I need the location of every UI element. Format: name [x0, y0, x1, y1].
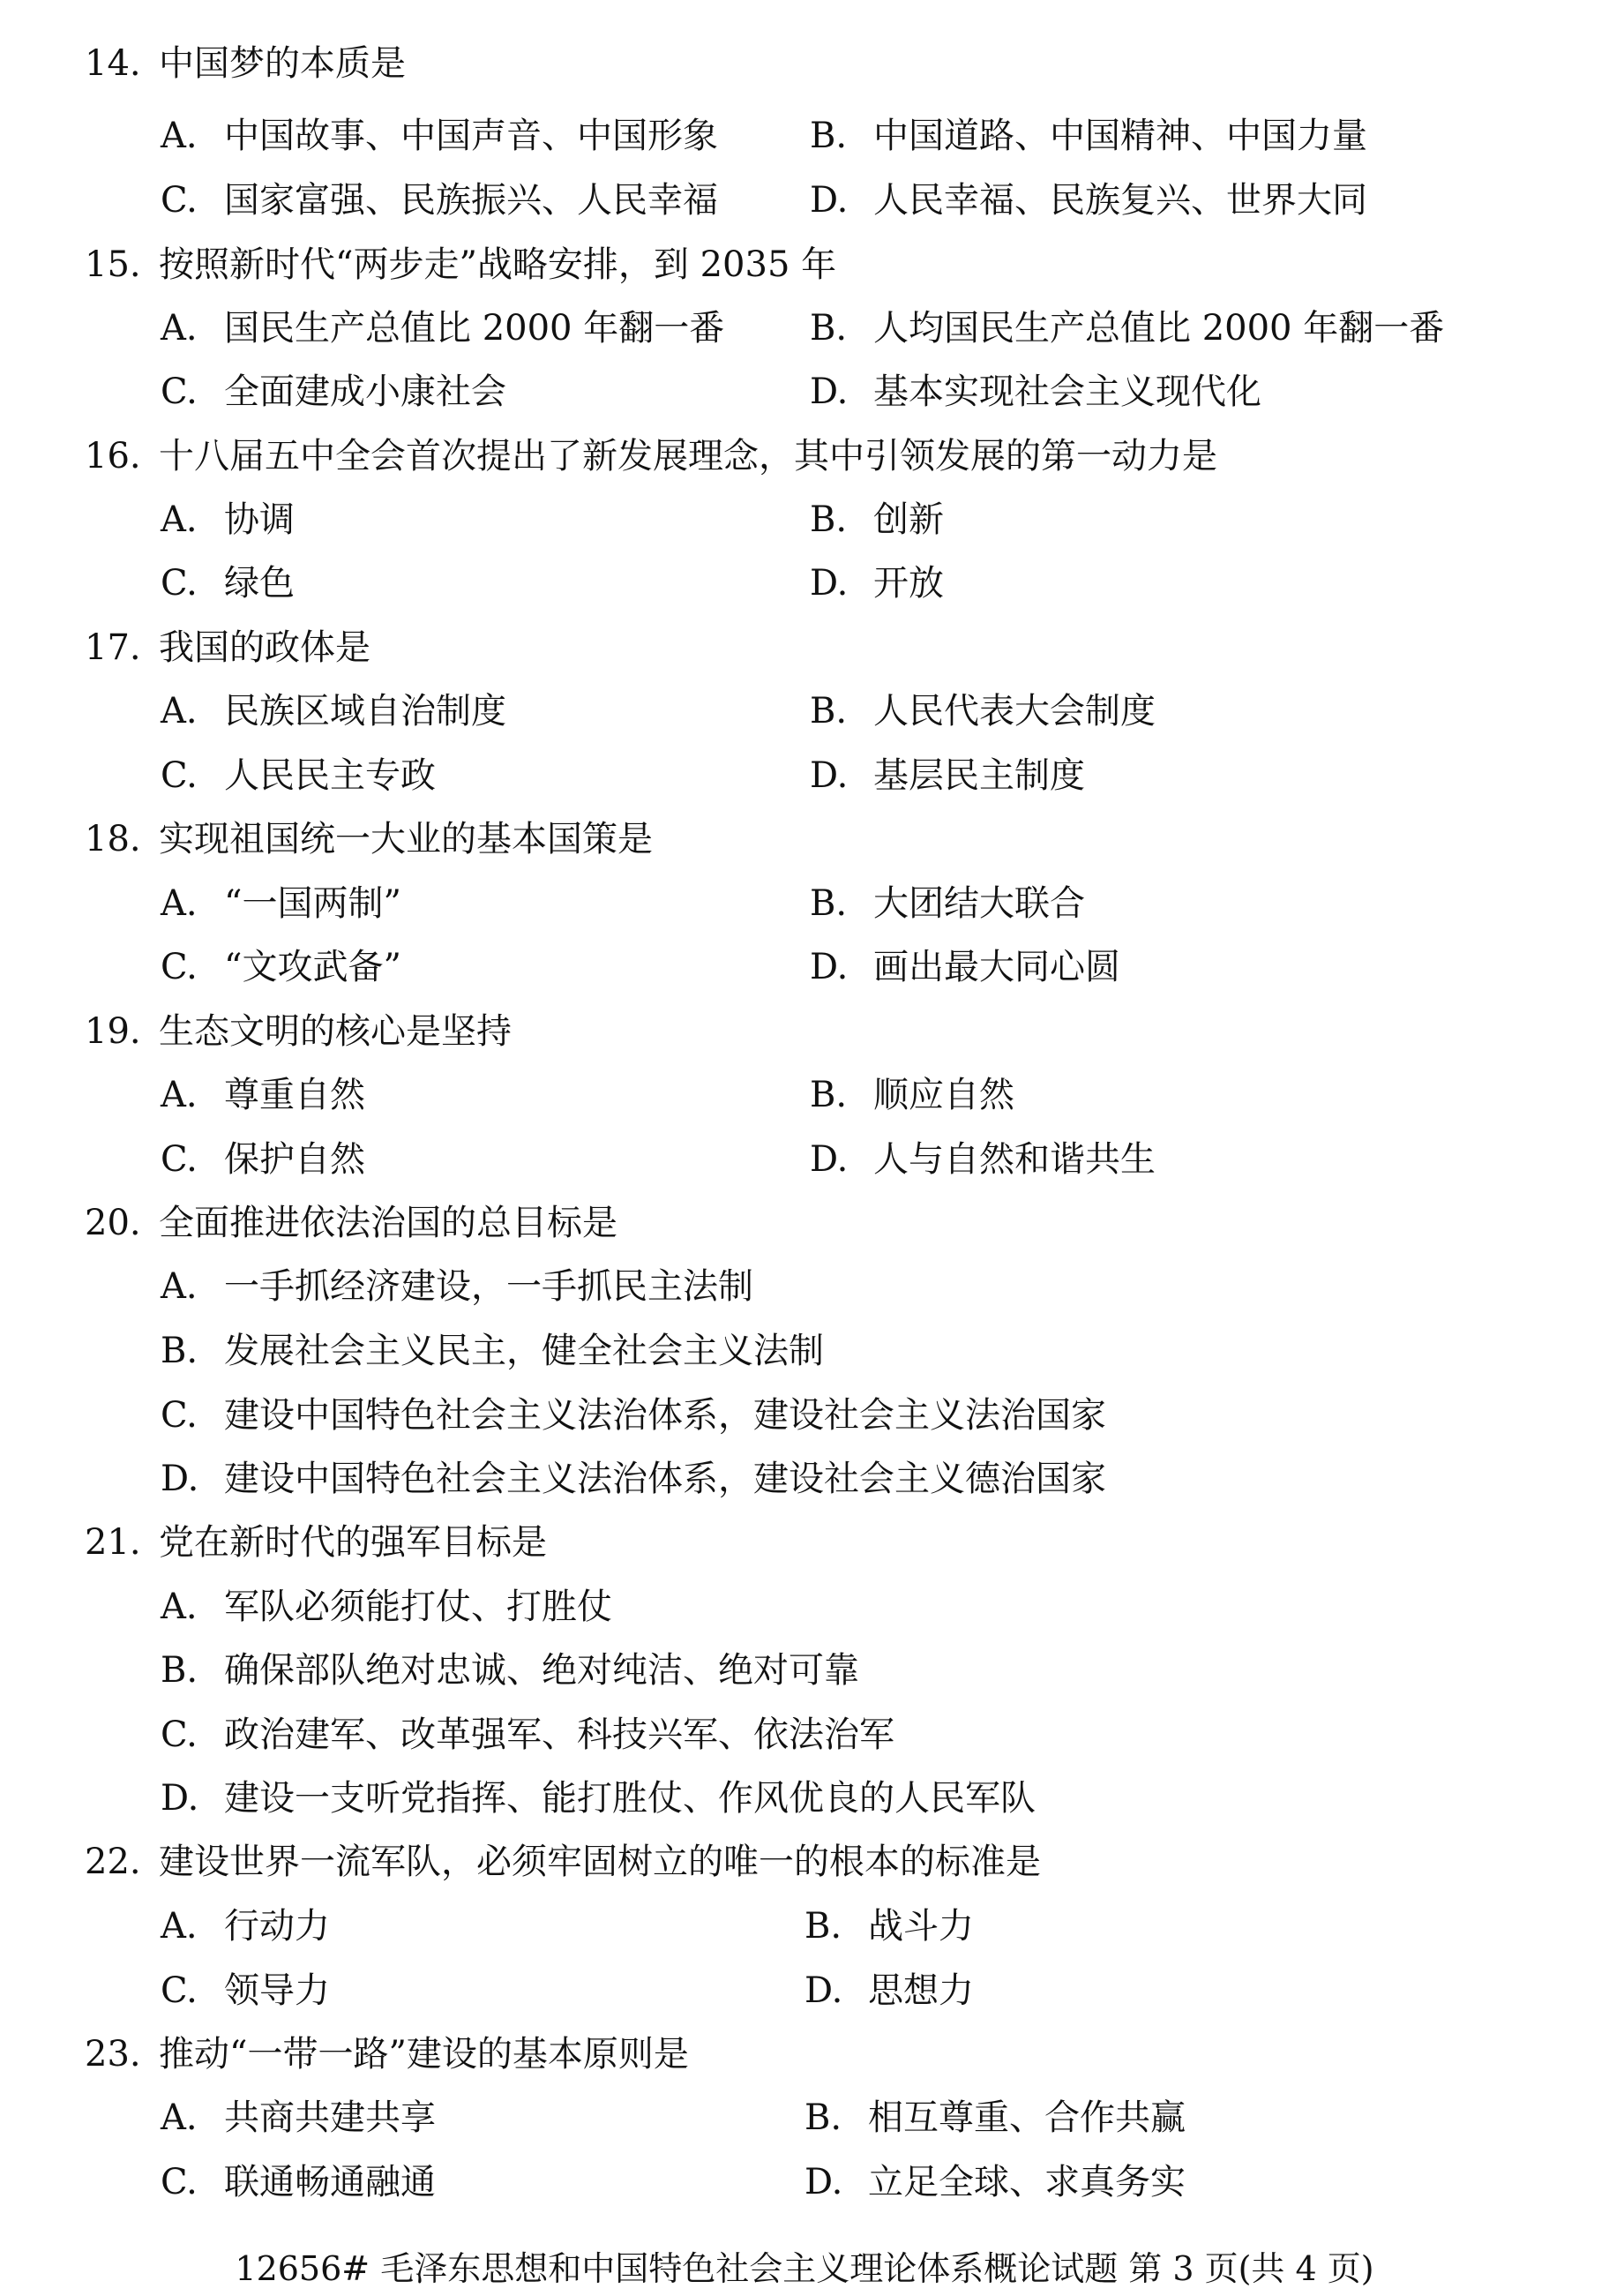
option-letter: A. — [161, 691, 198, 732]
option-letter: A. — [161, 116, 198, 156]
option-letter: C. — [161, 1970, 198, 2011]
question-stem: 建设世界一流军队，必须牢固树立的唯一的根本的标准是 — [159, 1842, 1041, 1882]
option-letter: D. — [804, 2162, 843, 2202]
option-text: 画出最大同心圆 — [873, 947, 1120, 987]
question-23 — [85, 2033, 689, 2075]
option-letter: D. — [810, 755, 849, 796]
option-18-c — [161, 946, 401, 988]
option-23-b — [804, 2097, 1186, 2139]
option-letter: B. — [804, 1906, 842, 1947]
option-text: 全面建成小康社会 — [224, 371, 506, 412]
question-stem: 实现祖国统一大业的基本国策是 — [159, 819, 653, 859]
question-number: 18. — [85, 819, 141, 859]
question-number: 23. — [85, 2034, 141, 2075]
question-number: 19. — [85, 1011, 141, 1052]
option-text: 协调 — [224, 499, 295, 540]
option-23-c — [161, 2161, 436, 2203]
option-text: “文攻武备” — [224, 947, 401, 987]
option-text: 共商共建共享 — [224, 2097, 436, 2138]
option-letter: B. — [161, 1331, 198, 1371]
option-letter: C. — [161, 1139, 198, 1180]
question-stem: 按照新时代“两步走”战略安排，到 2035 年 — [159, 244, 837, 285]
option-14-c — [161, 179, 718, 221]
option-text: 战斗力 — [868, 1906, 974, 1947]
option-text: 军队必须能打仗、打胜仗 — [224, 1587, 612, 1627]
option-letter: D. — [804, 1970, 843, 2011]
option-20-b — [161, 1330, 824, 1372]
option-letter: A. — [161, 308, 198, 349]
question-14 — [85, 42, 406, 85]
question-18 — [85, 818, 653, 860]
option-18-b — [810, 882, 1085, 925]
option-letter: B. — [804, 2097, 842, 2138]
option-text: 顺应自然 — [873, 1075, 1014, 1115]
question-21 — [85, 1521, 547, 1564]
option-14-b — [810, 115, 1367, 157]
option-text: 开放 — [873, 563, 944, 604]
option-22-d — [804, 1970, 974, 2012]
question-stem: 十八届五中全会首次提出了新发展理念，其中引领发展的第一动力是 — [159, 436, 1217, 476]
option-21-d — [161, 1777, 1036, 1820]
option-letter: A. — [161, 1075, 198, 1115]
option-18-d — [810, 946, 1120, 988]
option-text: 大团结大联合 — [873, 883, 1085, 924]
option-19-d — [810, 1138, 1156, 1181]
option-19-c — [161, 1138, 365, 1181]
option-text: 人民代表大会制度 — [873, 691, 1156, 732]
option-text: 一手抓经济建设，一手抓民主法制 — [224, 1266, 753, 1307]
option-21-b — [161, 1649, 859, 1692]
option-23-d — [804, 2161, 1186, 2203]
question-number: 16. — [85, 436, 141, 476]
option-text: 立足全球、求真务实 — [868, 2162, 1186, 2202]
option-text: 创新 — [873, 499, 944, 540]
option-text: 绿色 — [224, 563, 295, 604]
option-letter: C. — [161, 947, 198, 987]
option-letter: C. — [161, 180, 198, 221]
option-letter: D. — [810, 563, 849, 604]
option-letter: C. — [161, 1395, 198, 1436]
question-17 — [85, 627, 370, 669]
option-15-b — [810, 307, 1444, 349]
option-letter: A. — [161, 2097, 198, 2138]
option-16-d — [810, 562, 944, 604]
option-14-a — [161, 115, 718, 157]
option-15-d — [810, 371, 1261, 413]
question-stem: 推动“一带一路”建设的基本原则是 — [159, 2034, 689, 2075]
question-stem: 中国梦的本质是 — [159, 43, 406, 84]
option-22-a — [161, 1905, 330, 1947]
option-letter: D. — [810, 947, 849, 987]
option-21-a — [161, 1586, 612, 1628]
option-text: “一国两制” — [224, 883, 401, 924]
option-22-b — [804, 1905, 974, 1947]
option-letter: C. — [161, 563, 198, 604]
option-letter: B. — [810, 883, 848, 924]
option-14-d — [810, 179, 1367, 221]
option-21-c — [161, 1714, 894, 1756]
question-16 — [85, 435, 1217, 477]
option-letter: C. — [161, 755, 198, 796]
option-16-b — [810, 499, 944, 541]
option-letter: B. — [161, 1650, 198, 1691]
option-text: 政治建军、改革强军、科技兴军、依法治军 — [224, 1714, 894, 1755]
option-letter: A. — [161, 499, 198, 540]
option-letter: B. — [810, 691, 848, 732]
option-text: 人均国民生产总值比 2000 年翻一番 — [873, 308, 1445, 349]
option-text: 发展社会主义民主，健全社会主义法制 — [224, 1331, 824, 1371]
option-text: 民族区域自治制度 — [224, 691, 506, 732]
option-17-a — [161, 690, 506, 732]
option-15-c — [161, 371, 506, 413]
option-20-c — [161, 1394, 1106, 1437]
option-letter: B. — [810, 308, 848, 349]
option-20-d — [161, 1458, 1106, 1500]
option-letter: D. — [161, 1778, 199, 1819]
question-stem: 党在新时代的强军目标是 — [159, 1522, 547, 1563]
option-letter: C. — [161, 1714, 198, 1755]
question-20 — [85, 1202, 617, 1244]
option-letter: D. — [161, 1459, 199, 1499]
option-15-a — [161, 307, 724, 349]
option-17-b — [810, 690, 1156, 732]
option-letter: C. — [161, 371, 198, 412]
option-letter: A. — [161, 883, 198, 924]
option-text: 领导力 — [224, 1970, 330, 2011]
option-text: 基层民主制度 — [873, 755, 1085, 796]
option-letter: D. — [810, 1139, 849, 1180]
question-number: 20. — [85, 1203, 141, 1243]
option-text: 建设一支听党指挥、能打胜仗、作风优良的人民军队 — [224, 1778, 1036, 1819]
option-text: 中国故事、中国声音、中国形象 — [224, 116, 718, 156]
option-text: 国民生产总值比 2000 年翻一番 — [224, 308, 725, 349]
option-text: 建设中国特色社会主义法治体系，建设社会主义法治国家 — [224, 1395, 1106, 1436]
question-stem: 我国的政体是 — [159, 627, 370, 668]
question-stem: 生态文明的核心是坚持 — [159, 1011, 512, 1052]
option-16-c — [161, 562, 295, 604]
question-22 — [85, 1841, 1041, 1883]
question-number: 22. — [85, 1842, 141, 1882]
question-19 — [85, 1010, 512, 1053]
option-letter: D. — [810, 371, 849, 412]
option-text: 确保部队绝对忠诚、绝对纯洁、绝对可靠 — [224, 1650, 859, 1691]
option-23-a — [161, 2097, 436, 2139]
question-number: 17. — [85, 627, 141, 668]
option-text: 思想力 — [868, 1970, 974, 2011]
option-text: 尊重自然 — [224, 1075, 365, 1115]
option-letter: D. — [810, 180, 849, 221]
option-text: 联通畅通融通 — [224, 2162, 436, 2202]
question-number: 15. — [85, 244, 141, 285]
option-22-c — [161, 1970, 330, 2012]
option-text: 保护自然 — [224, 1139, 365, 1180]
option-letter: A. — [161, 1587, 198, 1627]
option-text: 国家富强、民族振兴、人民幸福 — [224, 180, 718, 221]
option-letter: C. — [161, 2162, 198, 2202]
option-16-a — [161, 499, 295, 541]
question-15 — [85, 244, 836, 286]
option-letter: A. — [161, 1266, 198, 1307]
question-number: 21. — [85, 1522, 141, 1563]
option-letter: A. — [161, 1906, 198, 1947]
option-letter: B. — [810, 116, 848, 156]
option-17-c — [161, 754, 436, 797]
option-17-d — [810, 754, 1085, 797]
question-number: 14. — [85, 43, 141, 84]
option-text: 基本实现社会主义现代化 — [873, 371, 1261, 412]
option-text: 相互尊重、合作共赢 — [868, 2097, 1186, 2138]
option-text: 人与自然和谐共生 — [873, 1139, 1156, 1180]
option-19-b — [810, 1074, 1014, 1116]
option-20-a — [161, 1265, 753, 1308]
option-text: 行动力 — [224, 1906, 330, 1947]
page-footer: 12656# 毛泽东思想和中国特色社会主义理论体系概论试题 第 3 页(共 4 页) — [235, 2249, 1374, 2288]
option-19-a — [161, 1074, 365, 1116]
option-letter: B. — [810, 1075, 848, 1115]
option-text: 中国道路、中国精神、中国力量 — [873, 116, 1367, 156]
option-text: 人民民主专政 — [224, 755, 436, 796]
question-stem: 全面推进依法治国的总目标是 — [159, 1203, 617, 1243]
option-text: 人民幸福、民族复兴、世界大同 — [873, 180, 1367, 221]
option-18-a — [161, 882, 401, 925]
option-text: 建设中国特色社会主义法治体系，建设社会主义德治国家 — [224, 1459, 1106, 1499]
option-letter: B. — [810, 499, 848, 540]
